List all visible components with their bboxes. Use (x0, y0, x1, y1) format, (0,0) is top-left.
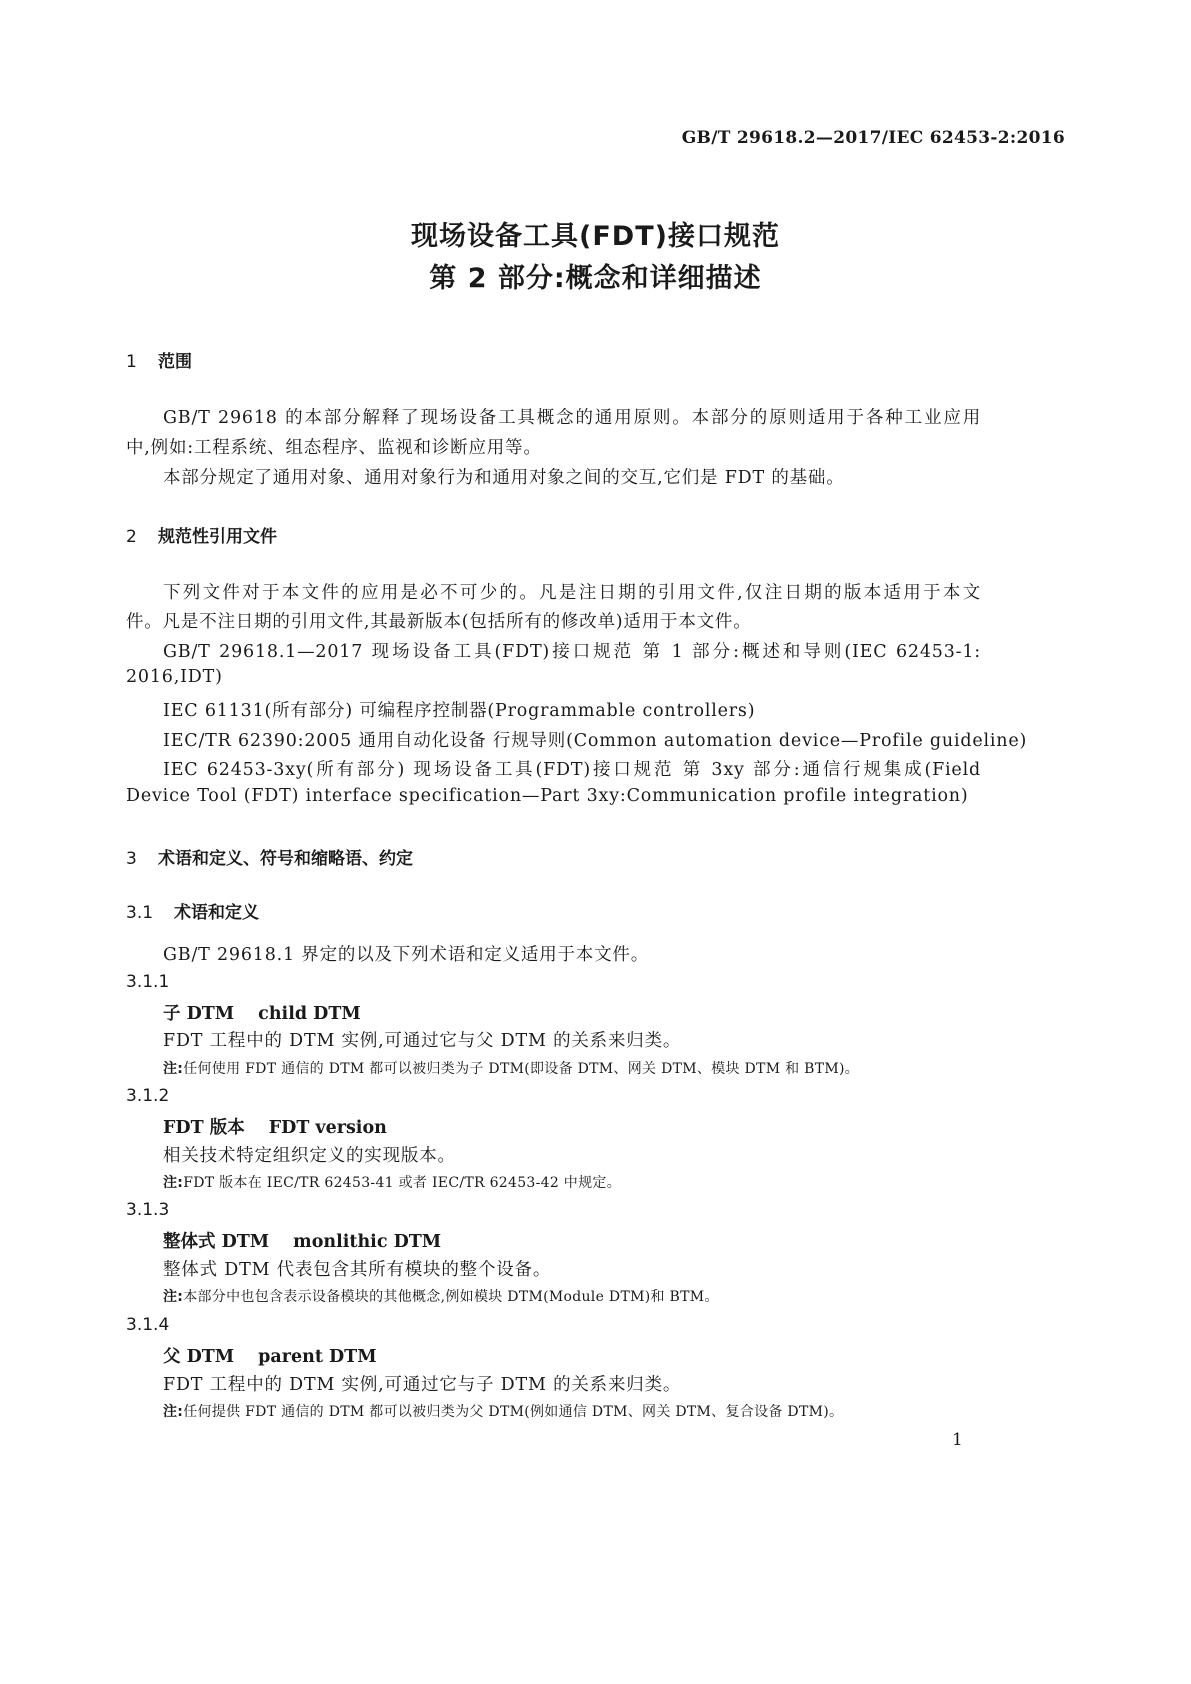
term-definition: 相关技术特定组织定义的实现版本。 (163, 1146, 456, 1166)
section-1-heading (126, 347, 192, 372)
term-zh: 整体式 DTM (163, 1232, 270, 1252)
section-title: 术语和定义、符号和缩略语、约定 (158, 849, 413, 869)
term-definition: FDT 工程中的 DTM 实例,可通过它与父 DTM 的关系来归类。 (163, 1031, 682, 1051)
term-number: 3.1.4 (126, 1315, 170, 1335)
reference-entry-cont: Device Tool (FDT) interface specification—Part 3xy:Communication profile integration) (126, 786, 969, 806)
note-label: 注: (163, 1061, 184, 1077)
subsection-3-1-heading (126, 898, 259, 923)
term-heading (163, 1114, 387, 1139)
term-en: child DTM (258, 1004, 361, 1024)
paragraph-line: 件。凡是不注日期的引用文件,其最新版本(包括所有的修改单)适用于本文件。 (126, 612, 752, 632)
paragraph-line: 下列文件对于本文件的应用是必不可少的。凡是注日期的引用文件,仅注日期的版本适用于本文 (163, 583, 981, 603)
term-number: 3.1.3 (126, 1200, 170, 1220)
paragraph-line: GB/T 29618 的本部分解释了现场设备工具概念的通用原则。本部分的原则适用于各种工业应用 (163, 408, 981, 428)
term-en: FDT version (268, 1118, 387, 1138)
reference-entry: IEC/TR 62390:2005 通用自动化设备 行规导则(Common automation device—Profile guideline) (163, 731, 1028, 751)
term-zh: FDT 版本 (163, 1118, 245, 1138)
term-definition: FDT 工程中的 DTM 实例,可通过它与子 DTM 的关系来归类。 (163, 1375, 682, 1395)
section-3-heading (126, 844, 413, 869)
term-en: monlithic DTM (293, 1232, 442, 1252)
section-number: 1 (126, 352, 137, 372)
note-text: 任何使用 FDT 通信的 DTM 都可以被归类为子 DTM(即设备 DTM、网关 DTM、模块 DTM 和 BTM)。 (183, 1061, 860, 1077)
paragraph: GB/T 29618.1 界定的以及下列术语和定义适用于本文件。 (163, 945, 649, 965)
term-heading (163, 1000, 361, 1025)
paragraph: 本部分规定了通用对象、通用对象行为和通用对象之间的交互,它们是 FDT 的基础。 (163, 468, 845, 488)
reference-entry: GB/T 29618.1—2017 现场设备工具(FDT)接口规范 第 1 部分:概述和导则(IEC 62453-1: (163, 642, 981, 662)
subsection-number: 3.1 (126, 903, 154, 923)
document-title: 现场设备工具(FDT)接口规范 (411, 221, 780, 252)
term-note (163, 1286, 719, 1306)
subsection-title: 术语和定义 (174, 903, 259, 923)
term-zh: 子 DTM (163, 1004, 235, 1024)
reference-entry: IEC 62453-3xy(所有部分) 现场设备工具(FDT)接口规范 第 3xy 部分:通信行规集成(Field (163, 760, 981, 780)
section-title: 范围 (158, 352, 192, 372)
section-number: 3 (126, 849, 137, 869)
section-2-heading (126, 522, 277, 547)
term-note (163, 1401, 843, 1421)
term-en: parent DTM (258, 1347, 377, 1367)
document-subtitle: 第 2 部分:概念和详细描述 (429, 263, 762, 294)
note-text: 任何提供 FDT 通信的 DTM 都可以被归类为父 DTM(例如通信 DTM、网关 DTM、复合设备 DTM)。 (183, 1404, 844, 1420)
term-heading (163, 1228, 441, 1253)
note-text: 本部分中也包含表示设备模块的其他概念,例如模块 DTM(Module DTM)和 BTM。 (183, 1289, 719, 1305)
term-number: 3.1.2 (126, 1086, 170, 1106)
document-header-code: GB/T 29618.2—2017/IEC 62453-2:2016 (681, 128, 1065, 148)
note-text: FDT 版本在 IEC/TR 62453-41 或者 IEC/TR 62453-42 中规定。 (183, 1175, 622, 1191)
section-title: 规范性引用文件 (158, 527, 277, 547)
term-number: 3.1.1 (126, 972, 170, 992)
paragraph-line: 中,例如:工程系统、组态程序、监视和诊断应用等。 (126, 438, 542, 458)
term-zh: 父 DTM (163, 1347, 235, 1367)
reference-entry: IEC 61131(所有部分) 可编程序控制器(Programmable controllers) (163, 701, 756, 721)
term-note (163, 1172, 621, 1192)
section-number: 2 (126, 527, 137, 547)
note-label: 注: (163, 1404, 184, 1420)
reference-entry-cont: 2016,IDT) (126, 667, 223, 687)
note-label: 注: (163, 1289, 184, 1305)
note-label: 注: (163, 1175, 184, 1191)
term-definition: 整体式 DTM 代表包含其所有模块的整个设备。 (163, 1260, 552, 1280)
term-heading (163, 1343, 377, 1368)
page-number: 1 (952, 1430, 963, 1450)
term-note (163, 1058, 859, 1078)
